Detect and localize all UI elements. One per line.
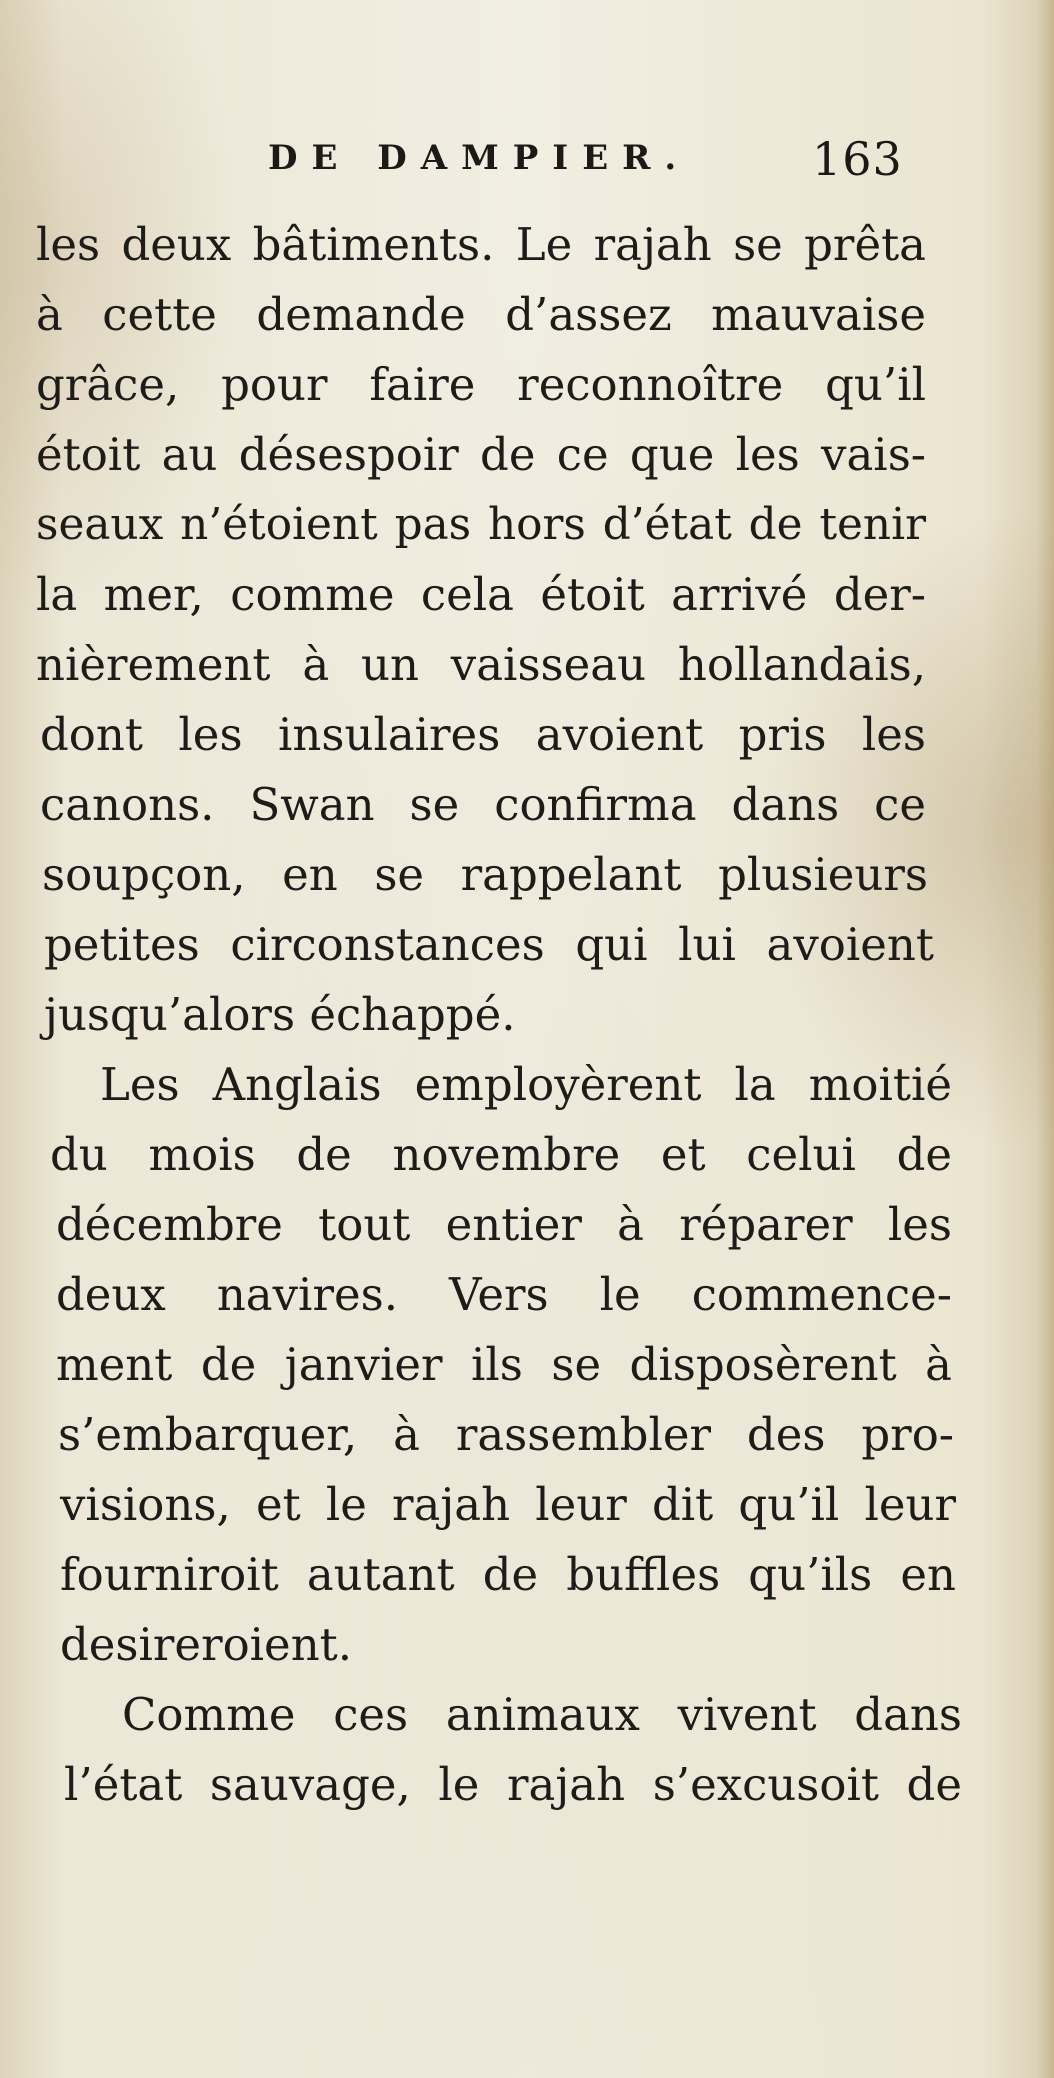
running-title: DE DAMPIER.	[268, 138, 691, 178]
text-line: canons. Swan se confirma dans ce	[40, 778, 926, 831]
text-line: s’embarquer, à rassembler des pro-	[58, 1408, 954, 1461]
text-line: ment de janvier ils se disposèrent à	[56, 1338, 952, 1391]
text-line: nièrement à un vaisseau hollandais,	[36, 638, 926, 691]
text-line: étoit au désespoir de ce que les vais-	[36, 428, 926, 481]
paragraph-first-line: Les Anglais employèrent la moitié	[100, 1058, 952, 1111]
text-line: petites circonstances qui lui avoient	[44, 918, 934, 971]
text-line: grâce, pour faire reconnoître qu’il	[36, 358, 926, 411]
paragraph-first-line: Comme ces animaux vivent dans	[122, 1688, 962, 1741]
text-line: l’état sauvage, le rajah s’excusoit de	[64, 1758, 962, 1811]
text-line: décembre tout entier à réparer les	[56, 1198, 952, 1251]
text-line: du mois de novembre et celui de	[50, 1128, 952, 1181]
text-line: la mer, comme cela étoit arrivé der-	[36, 568, 926, 621]
text-line: desireroient.	[60, 1618, 353, 1671]
text-line: à cette demande d’assez mauvaise	[36, 288, 926, 341]
text-line: deux navires. Vers le commence-	[56, 1268, 952, 1321]
text-line: dont les insulaires avoient pris les	[40, 708, 926, 761]
text-line: visions, et le rajah leur dit qu’il leur	[60, 1478, 956, 1531]
text-line: fourniroit autant de buffles qu’ils en	[60, 1548, 956, 1601]
page-number: 163	[812, 132, 903, 186]
text-line: seaux n’étoient pas hors d’état de tenir	[36, 499, 926, 550]
text-line: jusqu’alors échappé.	[44, 988, 516, 1041]
text-line: soupçon, en se rappelant plusieurs	[42, 848, 928, 901]
text-line: les deux bâtiments. Le rajah se prêta	[36, 218, 926, 271]
